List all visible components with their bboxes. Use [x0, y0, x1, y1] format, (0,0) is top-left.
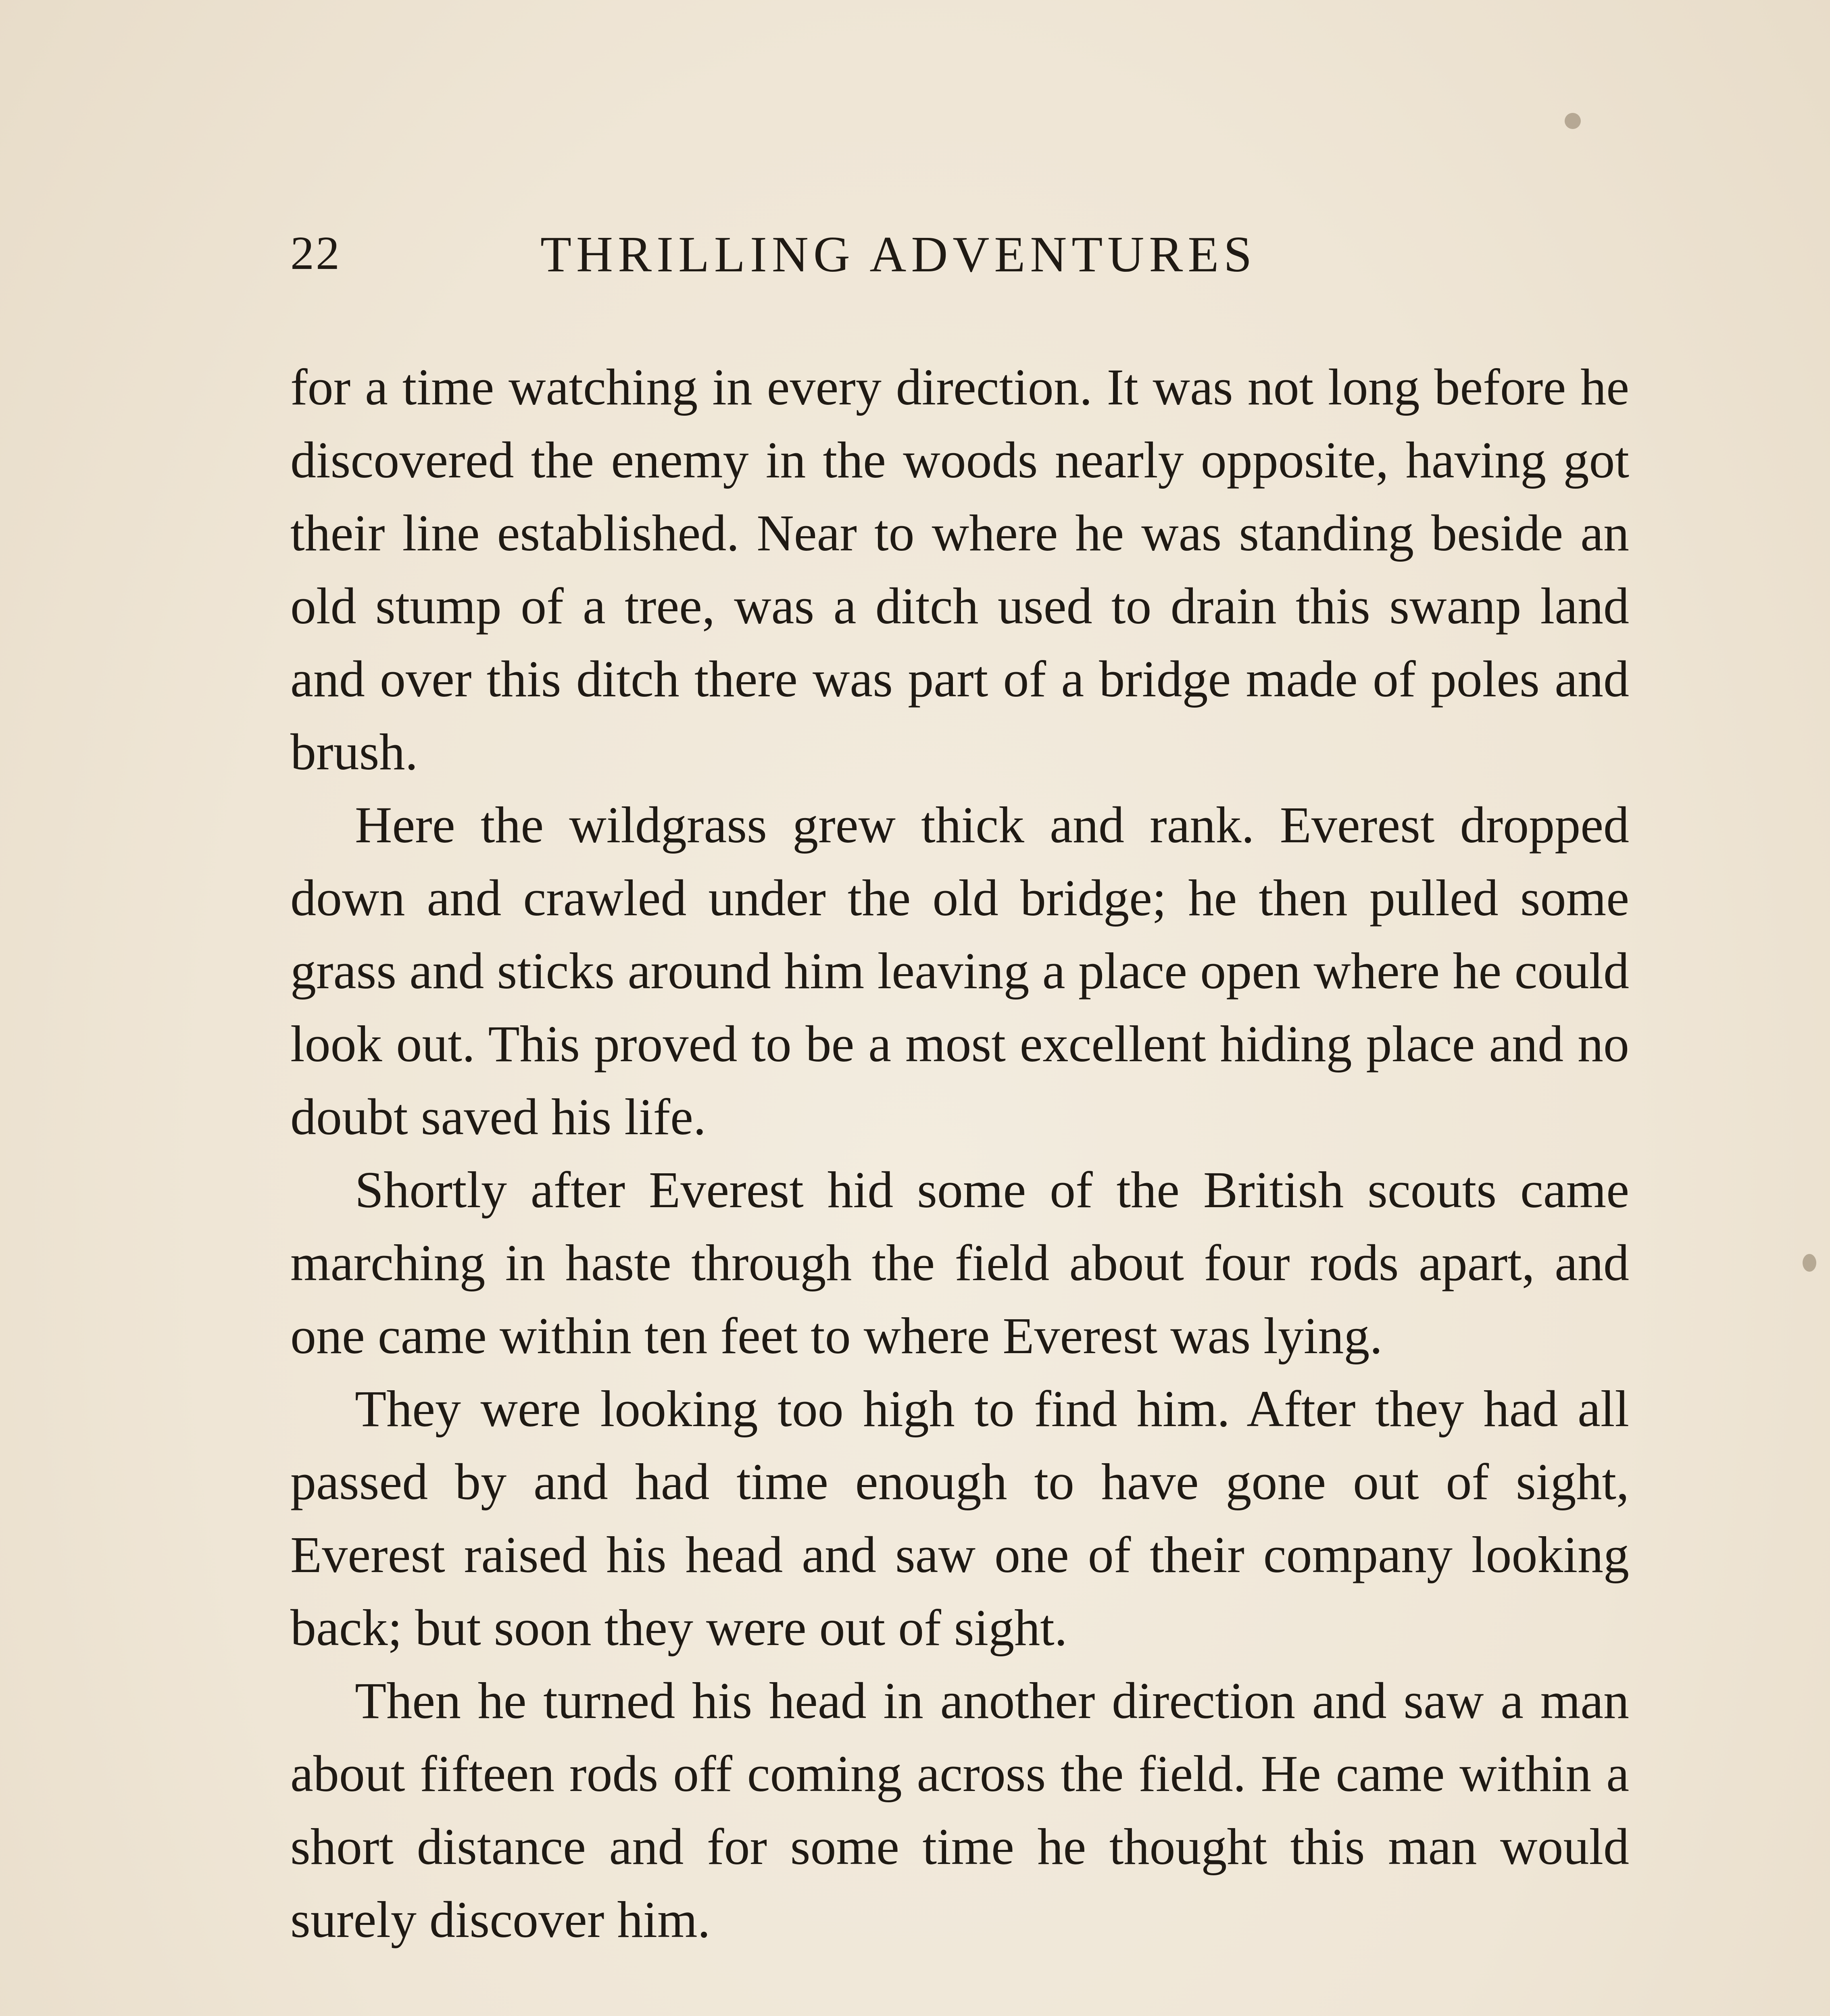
paragraph-2: Here the wildgrass grew thick and rank. Everest dropped down and crawled under the old bridge; he then pulled some grass and sticks around him leaving a place open where he could look out. This proved to be a most excellent hiding place and no doubt saved his life.: [290, 796, 1629, 1145]
body-text: [290, 351, 1629, 1956]
paragraph-5: Then he turned his head in another direction and saw a man about fifteen rods off coming across the field. He came within a short distance and for some time he thought this man would surely discover him.: [290, 1672, 1629, 1948]
paragraph-4: They were looking too high to find him. After they had all passed by and had time enough to have gone out of sight, Everest raised his head and saw one of their company looking back; but soon they were out of sight.: [290, 1380, 1629, 1656]
paper-speck: [1803, 1254, 1816, 1272]
paragraph-3: Shortly after Everest hid some of the British scouts came marching in haste through the field about four rods apart, and one came within ten feet to where Everest was lying.: [290, 1161, 1629, 1364]
running-head: [290, 226, 1621, 290]
paragraph-1: for a time watching in every direction. It was not long before he discovered the enemy in the woods nearly opposite, having got their line established. Near to where he was standing beside an old stump of a tree, was a ditch used to drain this swanp land and over this ditch there was part of a bridge made of poles and brush.: [290, 358, 1629, 781]
paper-speck: [1565, 113, 1581, 129]
page-number: 22: [290, 227, 341, 279]
running-title: THRILLING ADVENTURES: [540, 227, 1257, 283]
